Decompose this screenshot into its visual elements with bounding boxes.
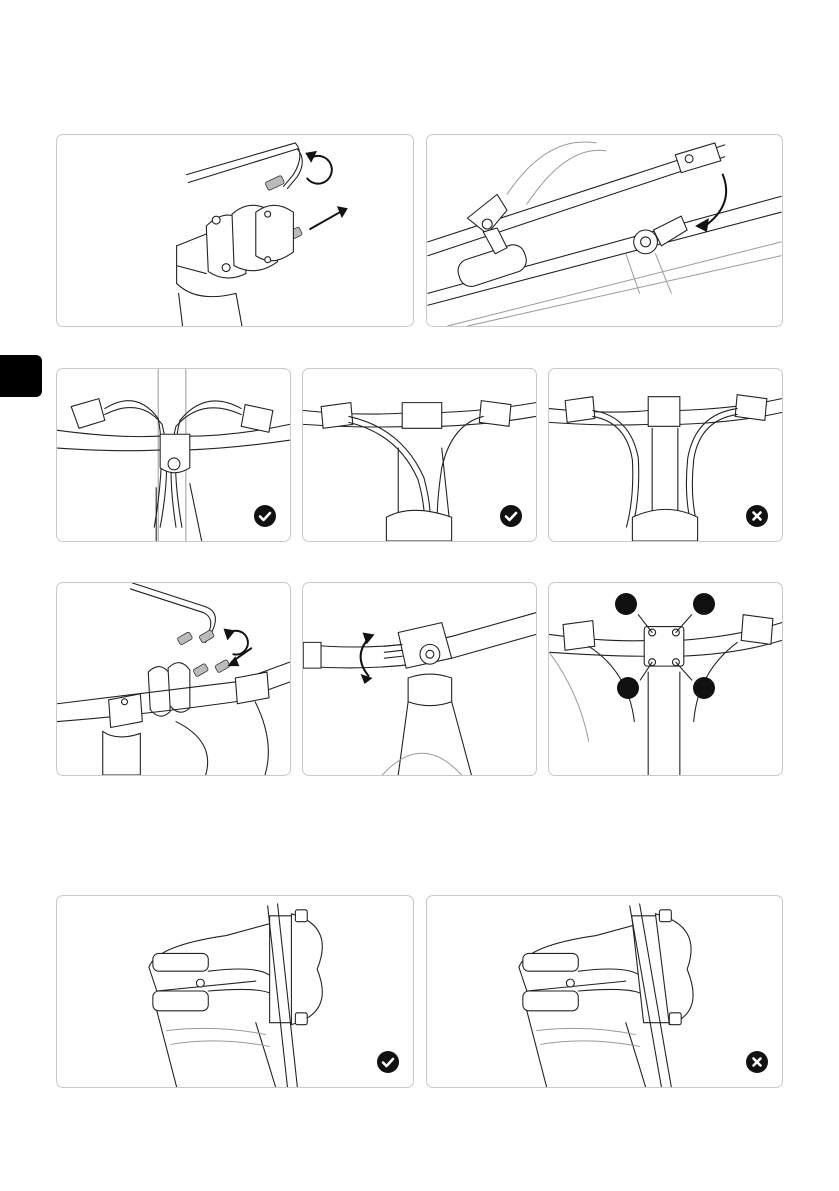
illustration-routing-wrong <box>548 368 783 542</box>
illustration-gap-uneven <box>426 895 783 1088</box>
bolt-marker-bottom-right <box>693 677 715 699</box>
bolt-marker-top-left <box>615 593 637 615</box>
illustration-routing-crossed <box>56 368 291 542</box>
check-circle-icon <box>500 505 522 527</box>
illustration-install-faceplate <box>56 582 291 776</box>
illustration-bolt-order <box>548 582 783 776</box>
bolt-marker-top-right <box>693 593 715 615</box>
cross-circle-icon <box>746 1051 768 1073</box>
illustration-flip-stem <box>426 134 783 327</box>
check-circle-icon <box>254 505 276 527</box>
illustration-rotate-bar <box>302 582 537 776</box>
illustration-routing-straight <box>302 368 537 542</box>
check-circle-icon <box>377 1051 399 1073</box>
bolt-marker-bottom-left <box>617 677 639 699</box>
illustration-remove-faceplate <box>56 134 414 327</box>
chapter-tab <box>0 355 42 397</box>
illustration-gap-even <box>56 895 414 1088</box>
cross-circle-icon <box>746 505 768 527</box>
